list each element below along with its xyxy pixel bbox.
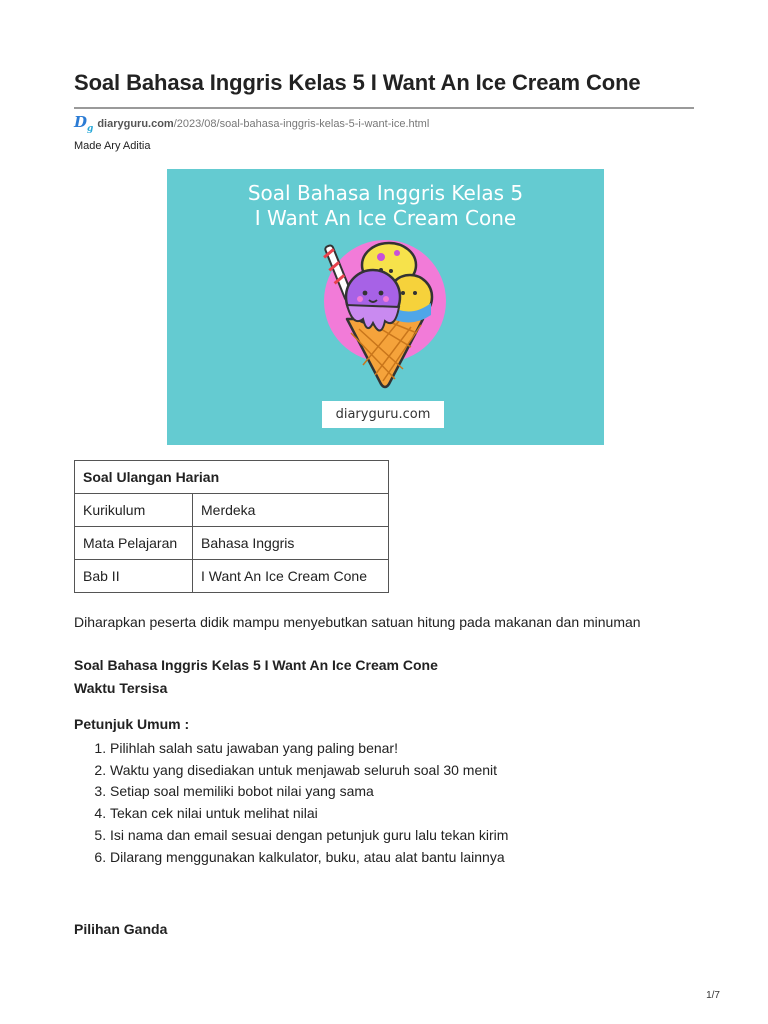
intro-text: Diharapkan peserta didik mampu menyebutkan satuan hitung pada makanan dan minuman: [74, 614, 641, 630]
table-row: [75, 527, 389, 560]
source-path[interactable]: /2023/08/soal-bahasa-inggris-kelas-5-i-want-ice.html: [173, 117, 430, 130]
hero-title-line2: I Want An Ice Cream Cone: [254, 206, 517, 230]
multiple-choice-heading: Pilihan Ganda: [74, 921, 168, 937]
hero-image: [167, 169, 604, 445]
page-number: 1/7: [706, 990, 720, 1001]
table-cell-label: Bab II: [75, 560, 193, 593]
list-item: 3. Setiap soal memiliki bobot nilai yang sama: [110, 781, 508, 803]
table-cell-label: Kurikulum: [75, 494, 193, 527]
author-name: Made Ary Aditia: [74, 140, 151, 152]
table-row: [75, 560, 389, 593]
info-table: [74, 460, 389, 593]
table-cell-value: Bahasa Inggris: [193, 527, 389, 560]
instructions-heading: Petunjuk Umum :: [74, 716, 190, 732]
list-item: 6. Dilarang menggunakan kalkulator, buku, atau alat bantu lainnya: [110, 847, 508, 869]
hero-title-line1: Soal Bahasa Inggris Kelas 5: [247, 181, 524, 205]
table-header: Soal Ulangan Harian: [75, 461, 389, 494]
table-header-row: [75, 461, 389, 494]
list-item: 5. Isi nama dan email sesuai dengan petunjuk guru lalu tekan kirim: [110, 825, 508, 847]
table-cell-value: I Want An Ice Cream Cone: [193, 560, 389, 593]
table-row: [75, 494, 389, 527]
list-item: 2. Waktu yang disediakan untuk menjawab seluruh soal 30 menit: [110, 760, 508, 782]
section-title: Soal Bahasa Inggris Kelas 5 I Want An Ice Cream Cone: [74, 657, 438, 673]
title-divider: [74, 107, 694, 109]
list-item: 4. Tekan cek nilai untuk melihat nilai: [110, 803, 508, 825]
source-domain[interactable]: diaryguru.com: [97, 117, 174, 130]
table-cell-value: Merdeka: [193, 494, 389, 527]
list-item: 1. Pilihlah salah satu jawaban yang paling benar!: [110, 738, 508, 760]
section-subtitle: Waktu Tersisa: [74, 680, 168, 696]
page-title: Soal Bahasa Inggris Kelas 5 I Want An Ice Cream Cone: [74, 70, 641, 95]
instructions-list: [74, 738, 508, 868]
diaryguru-logo-icon: $D_g$: [74, 113, 94, 134]
hero-badge: diaryguru.com: [322, 401, 444, 428]
table-cell-label: Mata Pelajaran: [75, 527, 193, 560]
source-link[interactable]: [74, 113, 429, 134]
